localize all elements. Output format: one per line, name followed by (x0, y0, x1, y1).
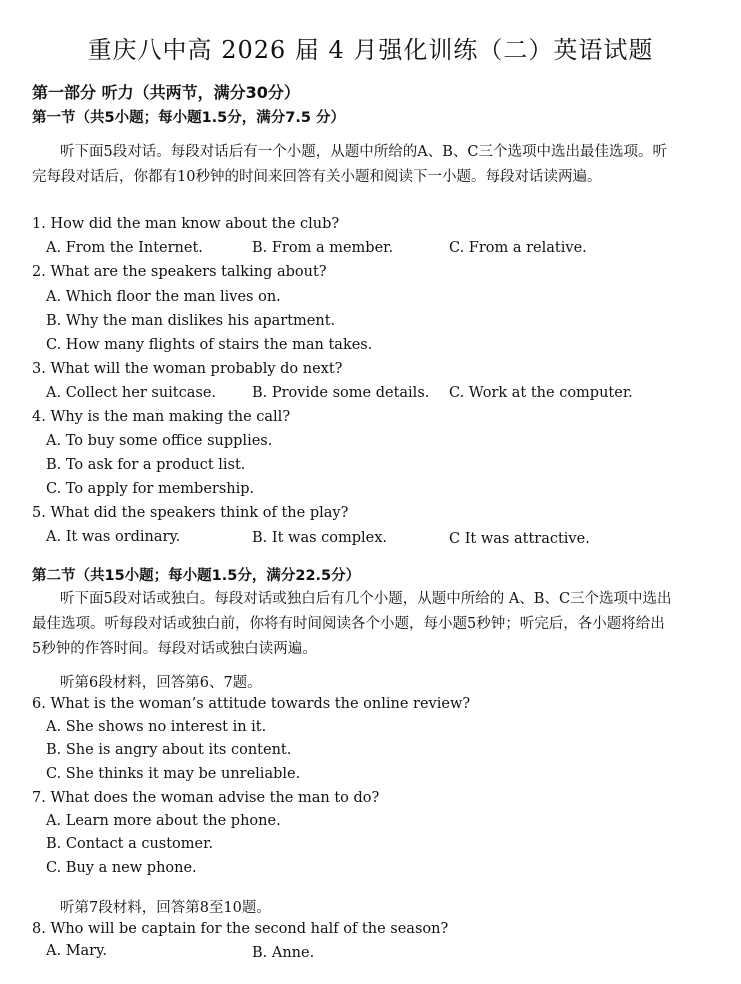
question-1-option-b: B. From a member. (252, 240, 394, 256)
section1-heading: 第一节（共5小题；每小题1.5分，满分7.5 分） (32, 110, 346, 126)
question-8-option-a: A. Mary. (46, 943, 107, 959)
question-2-option-a: A. Which floor the man lives on. (46, 289, 281, 305)
question-7-option-b: B. Contact a customer. (46, 836, 214, 852)
question-1-option-c: C. From a relative. (449, 240, 587, 256)
question-6-option-a: A. She shows no interest in it. (46, 719, 267, 735)
material-7-intro: 听第7段材料，回答第8至10题。 (60, 900, 271, 916)
question-8-option-b: B. Anne. (252, 945, 315, 961)
question-3-option-c: C. Work at the computer. (449, 385, 633, 401)
question-6-option-b: B. She is angry about its content. (46, 742, 292, 758)
question-4-option-b: B. To ask for a product list. (46, 457, 246, 473)
question-1-option-a: A. From the Internet. (46, 240, 203, 256)
question-5-stem: 5. What did the speakers think of the play? (32, 505, 349, 521)
question-2-stem: 2. What are the speakers talking about? (32, 264, 327, 280)
section1-directions: 听下面5段对话。每段对话后有一个小题，从题中所给的A、B、C三个选项中选出最佳选项。听完每段对话后，你都有10秒钟的时间来回答有关小题和阅读下一小题。每段对话读两遍。 (32, 144, 667, 185)
section2-heading: 第二节（共15小题；每小题1.5分，满分22.5分） (32, 568, 361, 584)
question-4-option-c: C. To apply for membership. (46, 481, 255, 497)
question-8-stem: 8. Who will be captain for the second half of the season? (32, 921, 449, 937)
question-5-option-c: C It was attractive. (449, 531, 590, 547)
question-2-option-b: B. Why the man dislikes his apartment. (46, 313, 336, 329)
question-7-option-a: A. Learn more about the phone. (46, 813, 281, 829)
question-4-option-a: A. To buy some office supplies. (46, 433, 273, 449)
question-3-stem: 3. What will the woman probably do next? (32, 361, 343, 377)
question-3-option-b: B. Provide some details. (252, 385, 430, 401)
part1-heading: 第一部分 听力（共两节，满分30分） (32, 83, 300, 102)
question-5-option-b: B. It was complex. (252, 530, 388, 546)
question-7-stem: 7. What does the woman advise the man to do? (32, 790, 380, 806)
page-title: 重庆八中高 2026 届 4 月强化训练（二）英语试题 (87, 36, 654, 64)
question-2-option-c: C. How many flights of stairs the man takes. (46, 337, 373, 353)
question-7-option-c: C. Buy a new phone. (46, 860, 197, 876)
question-5-option-a: A. It was ordinary. (46, 529, 181, 545)
section2-directions: 听下面5段对话或独白。每段对话或独白后有几个小题，从题中所给的 A、B、C三个选项中选出最佳选项。听每段对话或独白前，你将有时间阅读各个小题，每小题5秒钟；听完后，各小题将给出5秒钟的作答时间。每段对话或独白读两遍。 (32, 591, 672, 657)
material-6-intro: 听第6段材料，回答第6、7题。 (60, 675, 262, 691)
question-3-option-a: A. Collect her suitcase. (46, 385, 217, 401)
question-6-option-c: C. She thinks it may be unreliable. (46, 766, 301, 782)
question-6-stem: 6. What is the woman’s attitude towards the online review? (32, 696, 471, 712)
question-4-stem: 4. Why is the man making the call? (32, 409, 291, 425)
question-1-stem: 1. How did the man know about the club? (32, 216, 340, 232)
